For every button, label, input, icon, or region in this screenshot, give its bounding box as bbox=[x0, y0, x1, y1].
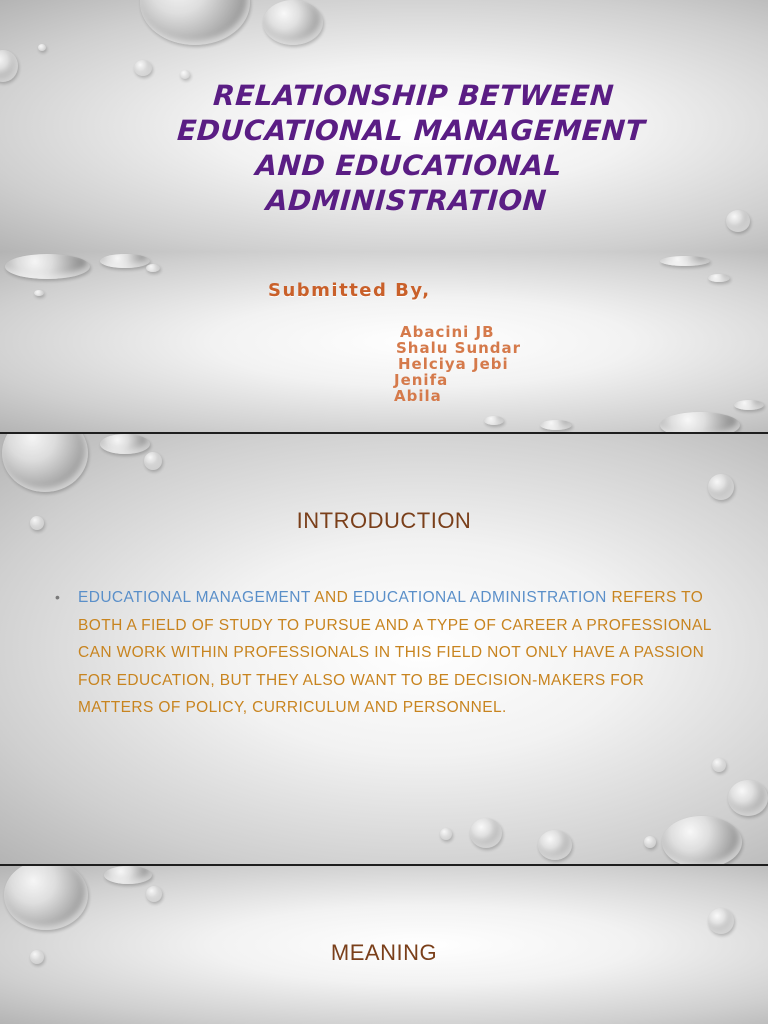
water-drop-decoration bbox=[38, 44, 46, 51]
water-drop-decoration bbox=[134, 60, 152, 76]
water-drop-decoration bbox=[104, 866, 152, 884]
water-drop-decoration bbox=[146, 264, 160, 272]
author-name: Jenifa bbox=[394, 371, 449, 389]
conjunction: AND bbox=[310, 589, 353, 606]
water-drop-decoration bbox=[660, 412, 740, 432]
author-name: Shalu Sundar bbox=[396, 339, 522, 357]
submitted-by-label: Submitted By, bbox=[268, 280, 431, 301]
water-drop-decoration bbox=[263, 0, 323, 45]
author-name: Helciya Jebi bbox=[398, 355, 509, 373]
term-educational-management: EDUCATIONAL MANAGEMENT bbox=[78, 589, 311, 606]
water-drop-decoration bbox=[728, 780, 768, 816]
water-drop-decoration bbox=[734, 400, 764, 410]
water-drop-decoration bbox=[660, 256, 710, 266]
water-drop-decoration bbox=[440, 828, 452, 840]
water-drop-decoration bbox=[726, 210, 750, 232]
author-name: Abacini JB bbox=[400, 323, 495, 341]
meaning-slide bbox=[0, 866, 768, 1024]
water-drop-decoration bbox=[484, 416, 504, 425]
water-drop-decoration bbox=[2, 434, 88, 492]
bullet-text bbox=[60, 584, 720, 722]
water-drop-decoration bbox=[34, 290, 44, 296]
water-drop-decoration bbox=[708, 908, 734, 934]
water-drop-decoration bbox=[144, 452, 162, 470]
water-drop-decoration bbox=[4, 866, 88, 930]
author-list bbox=[396, 324, 521, 404]
bullet-icon: • bbox=[55, 589, 61, 605]
water-drop-decoration bbox=[100, 254, 150, 268]
water-drop-decoration bbox=[538, 830, 572, 860]
water-drop-decoration bbox=[712, 758, 726, 772]
water-drop-decoration bbox=[662, 816, 742, 864]
water-drop-decoration bbox=[708, 274, 730, 282]
author-name: Abila bbox=[394, 387, 442, 405]
water-drop-decoration bbox=[708, 474, 734, 500]
introduction-heading: INTRODUCTION bbox=[296, 508, 472, 533]
credits-slide bbox=[0, 252, 768, 432]
title-slide bbox=[0, 0, 768, 252]
water-drop-decoration bbox=[140, 0, 250, 45]
water-drop-decoration bbox=[100, 434, 150, 454]
water-drop-decoration bbox=[540, 420, 572, 430]
water-drop-decoration bbox=[0, 50, 18, 82]
water-drop-decoration bbox=[470, 818, 502, 848]
water-drop-decoration bbox=[5, 254, 90, 279]
presentation-title: RELATIONSHIP BETWEEN EDUCATIONAL MANAGEMENT AND EDUCATIONAL ADMINISTRATION bbox=[176, 79, 647, 217]
water-drop-decoration bbox=[146, 886, 162, 902]
bullet-body: REFERS TO BOTH A FIELD OF STUDY TO PURSUE AND A TYPE OF CAREER A PROFESSIONAL CAN WORK WITHIN PROFESSIONALS IN THIS FIELD NOT ONLY HAVE A PASSION FOR EDUCATION, BUT THEY ALSO WANT TO BE DECISION-MAKERS FOR MATTERS OF POLICY, CURRICULUM AND PERSONNEL. bbox=[78, 589, 712, 716]
introduction-slide bbox=[0, 434, 768, 864]
meaning-heading: MEANING bbox=[330, 940, 438, 965]
water-drop-decoration bbox=[644, 836, 656, 848]
introduction-bullet bbox=[55, 584, 720, 722]
term-educational-administration: EDUCATIONAL ADMINISTRATION bbox=[352, 589, 607, 606]
